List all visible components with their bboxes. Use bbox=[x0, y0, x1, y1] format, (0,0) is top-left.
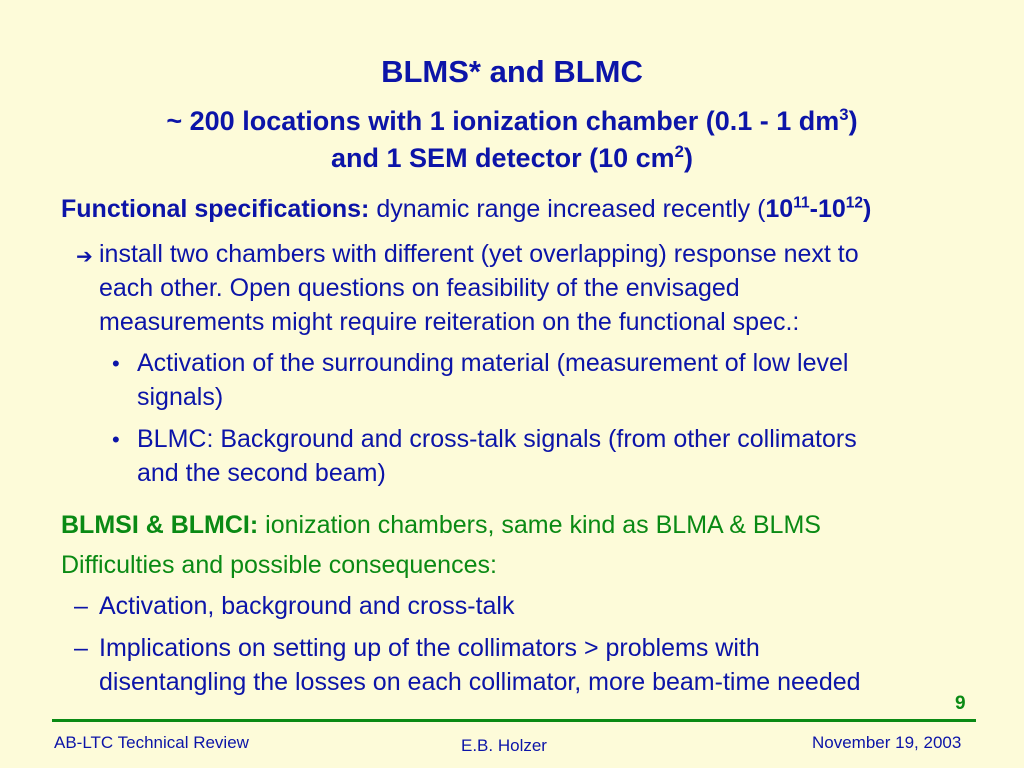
range-low-exp: 11 bbox=[793, 194, 810, 212]
dash-item-2-line-2: disentangling the losses on each collimator, more beam-time needed bbox=[99, 668, 861, 696]
range-high-exp: 12 bbox=[845, 194, 863, 212]
blmsi-blmci-text: ionization chambers, same kind as BLMA & BLMS bbox=[258, 511, 821, 539]
subtitle-2-sup: 2 bbox=[674, 142, 684, 161]
functional-specifications-text: dynamic range increased recently ( bbox=[369, 195, 766, 223]
bullet-dot-icon: • bbox=[112, 351, 120, 376]
functional-specifications bbox=[61, 195, 871, 224]
dash-icon: – bbox=[74, 592, 88, 620]
subtitle-2-text: and 1 SEM detector (10 cm bbox=[331, 143, 675, 173]
difficulties-heading: Difficulties and possible consequences: bbox=[61, 551, 497, 579]
slide-title: BLMS* and BLMC bbox=[381, 54, 643, 89]
subtitle-1-sup: 3 bbox=[839, 105, 849, 124]
subtitle-1-close: ) bbox=[848, 106, 858, 136]
page-number: 9 bbox=[955, 693, 966, 714]
bullet-1-line-1: Activation of the surrounding material (measurement of low level bbox=[137, 349, 849, 377]
footer-left: AB-LTC Technical Review bbox=[54, 733, 249, 752]
bullet-dot-icon: • bbox=[112, 427, 120, 452]
subtitle-line-2 bbox=[0, 143, 1024, 174]
arrow-line-2: each other. Open questions on feasibility of the envisaged bbox=[99, 274, 740, 302]
dash-item-2-line-1: Implications on setting up of the collimators > problems with bbox=[99, 634, 760, 662]
footer-divider bbox=[52, 719, 976, 722]
bullet-2-line-2: and the second beam) bbox=[137, 459, 386, 487]
arrow-bullet-icon: ➔ bbox=[76, 246, 93, 268]
range-dash: - bbox=[809, 195, 818, 223]
bullet-2-line-1: BLMC: Background and cross-talk signals (from other collimators bbox=[137, 425, 857, 453]
functional-specifications-label: Functional specifications: bbox=[61, 195, 370, 223]
blmsi-blmci-label: BLMSI & BLMCI: bbox=[61, 511, 259, 539]
subtitle-line-1 bbox=[0, 106, 1024, 137]
subtitle-1-text: ~ 200 locations with 1 ionization chamber (0.1 - 1 dm bbox=[166, 106, 840, 136]
range-close: ) bbox=[863, 195, 872, 223]
blmsi-blmci-line bbox=[61, 511, 821, 540]
footer-center: E.B. Holzer bbox=[461, 736, 547, 755]
footer-right: November 19, 2003 bbox=[812, 733, 962, 752]
subtitle-2-close: ) bbox=[683, 143, 693, 173]
range-low-base: 10 bbox=[765, 195, 794, 223]
arrow-line-3: measurements might require reiteration on the functional spec.: bbox=[99, 308, 800, 336]
arrow-line-1: install two chambers with different (yet overlapping) response next to bbox=[99, 240, 859, 268]
dash-item-1-line-1: Activation, background and cross-talk bbox=[99, 592, 515, 620]
bullet-1-line-2: signals) bbox=[137, 383, 224, 411]
range-high-base: 10 bbox=[817, 195, 846, 223]
dash-icon: – bbox=[74, 634, 88, 662]
